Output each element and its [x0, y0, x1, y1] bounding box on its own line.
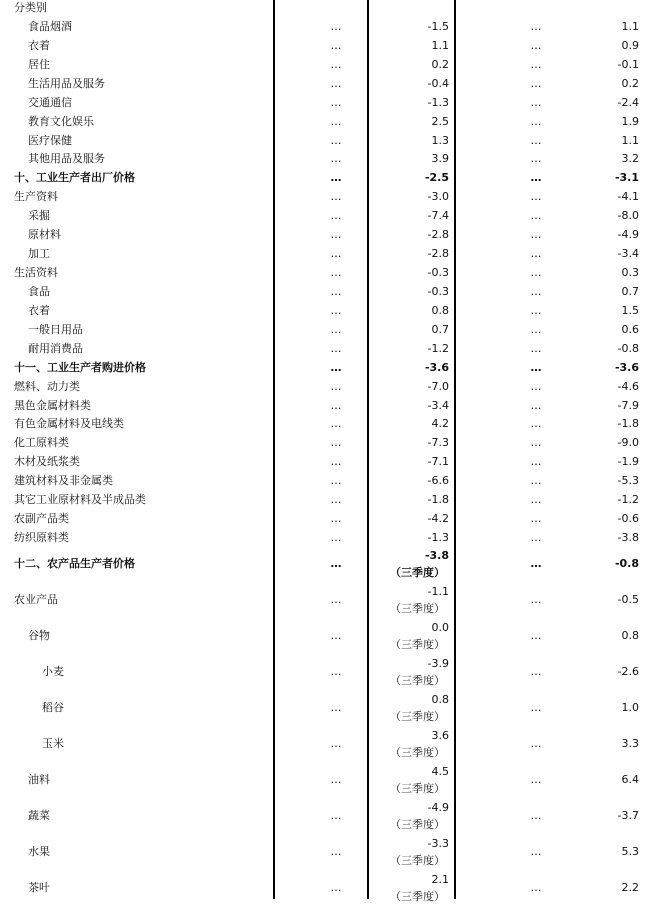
row-label: 蔬菜 — [28, 809, 50, 822]
col2-value: 0.0 — [431, 621, 449, 634]
col2-value: 0.8 — [431, 303, 449, 317]
col3-value: … — [530, 629, 542, 642]
col1-value: … — [330, 76, 342, 90]
col1-value: … — [330, 436, 342, 450]
col2-value: -0.3 — [427, 284, 449, 298]
col1-value: … — [330, 266, 342, 280]
col1-value: … — [330, 228, 342, 242]
col2-value: 3.9 — [431, 152, 449, 166]
row-label: 十、工业生产者出厂价格 — [14, 171, 135, 185]
col1-value: … — [330, 322, 342, 336]
row-label: 稻谷 — [42, 701, 64, 714]
col1-value: … — [330, 247, 342, 261]
table-row — [0, 94, 655, 112]
table-row — [0, 453, 655, 471]
col3-value: … — [530, 76, 542, 90]
col3-value: … — [530, 665, 542, 678]
row-label: 小麦 — [42, 665, 64, 678]
col4-value: 0.6 — [621, 322, 639, 336]
table-row — [0, 582, 655, 618]
col4-value: -0.8 — [614, 557, 639, 570]
table-row — [0, 188, 655, 206]
table-row — [0, 397, 655, 415]
col3-value: … — [530, 379, 542, 393]
col1-value: … — [330, 773, 342, 786]
col4-value: -3.7 — [617, 809, 639, 822]
row-label: 木材及纸浆类 — [14, 455, 80, 469]
col4-value: 6.4 — [621, 773, 639, 786]
row-label: 衣着 — [28, 303, 50, 317]
col2-value: -2.5 — [424, 171, 449, 185]
col1-value: … — [330, 474, 342, 488]
table-row — [0, 37, 655, 55]
col4-value: 0.2 — [621, 76, 639, 90]
col1-value: … — [330, 190, 342, 204]
col1-value: … — [330, 417, 342, 431]
quarter-note: （三季度） — [390, 746, 445, 759]
quarter-note: （三季度） — [390, 710, 445, 723]
col4-value: -0.8 — [617, 341, 639, 355]
table-row — [0, 207, 655, 225]
col4-value: -3.1 — [614, 171, 639, 185]
col3-value: … — [530, 512, 542, 526]
table-row — [0, 618, 655, 654]
col1-value: … — [330, 493, 342, 507]
col4-value: -8.0 — [617, 209, 639, 223]
col4-value: -4.1 — [617, 190, 639, 204]
col4-value: -9.0 — [617, 436, 639, 450]
col4-value: 3.2 — [621, 152, 639, 166]
col1-value: … — [330, 398, 342, 412]
row-label: 医疗保健 — [28, 133, 72, 147]
row-label: 衣着 — [28, 38, 50, 52]
col1-value: … — [330, 809, 342, 822]
col2-value: -1.3 — [427, 531, 449, 545]
col2-value: -1.2 — [427, 341, 449, 355]
col2-value: -7.3 — [427, 436, 449, 450]
col3-value: … — [530, 474, 542, 488]
col2-value: -2.8 — [427, 228, 449, 242]
col2-value: -1.5 — [427, 19, 449, 33]
col2-value: -3.3 — [427, 837, 449, 850]
col3-value: … — [530, 209, 542, 223]
col3-value: … — [530, 593, 542, 606]
col1-value: … — [330, 38, 342, 52]
col3-value: … — [530, 701, 542, 714]
col2-value: -4.9 — [427, 801, 449, 814]
col4-value: -1.2 — [617, 493, 639, 507]
col4-value: -3.4 — [617, 247, 639, 261]
col2-value: -3.9 — [427, 657, 449, 670]
col1-value: … — [330, 665, 342, 678]
row-label: 农业产品 — [14, 593, 58, 606]
col4-value: 0.7 — [621, 284, 639, 298]
col4-value: -7.9 — [617, 398, 639, 412]
quarter-note: （三季度） — [390, 818, 445, 831]
col3-value: … — [530, 247, 542, 261]
col3-value: … — [530, 322, 542, 336]
col1-value: … — [330, 557, 342, 570]
row-label: 生活资料 — [14, 266, 58, 280]
col1-value: … — [330, 379, 342, 393]
table-row — [0, 0, 655, 17]
col1-value: … — [330, 360, 342, 374]
row-label: 有色金属材料及电线类 — [14, 417, 124, 431]
row-label: 黑色金属材料类 — [14, 398, 91, 412]
col4-value: -1.8 — [617, 417, 639, 431]
row-label: 油料 — [28, 773, 50, 786]
col3-value: … — [530, 398, 542, 412]
row-label: 茶叶 — [28, 881, 50, 894]
col2-value: -0.4 — [427, 76, 449, 90]
col4-value: -3.6 — [614, 360, 639, 374]
col2-value: -7.1 — [427, 455, 449, 469]
quarter-note: （三季度） — [390, 854, 445, 867]
table-row — [0, 491, 655, 509]
col3-value: … — [530, 171, 542, 185]
col2-value: 2.1 — [431, 873, 449, 886]
table-row — [0, 113, 655, 131]
col4-value: -4.6 — [617, 379, 639, 393]
table-row — [0, 150, 655, 168]
col4-value: 1.1 — [621, 133, 639, 147]
col2-value: 0.8 — [431, 693, 449, 706]
table-row — [0, 302, 655, 320]
col3-value: … — [530, 133, 542, 147]
table-row — [0, 359, 655, 377]
col3-value: … — [530, 284, 542, 298]
quarter-note: （三季度） — [390, 890, 445, 903]
table-row — [0, 264, 655, 282]
quarter-note: （三季度） — [390, 674, 445, 687]
col4-value: 1.5 — [621, 303, 639, 317]
col2-value: -1.3 — [427, 95, 449, 109]
col2-value: -1.1 — [427, 585, 449, 598]
col3-value: … — [530, 95, 542, 109]
row-label: 教育文化娱乐 — [28, 114, 94, 128]
col2-value: -6.6 — [427, 474, 449, 488]
table-row — [0, 546, 655, 582]
col4-value: -3.8 — [617, 531, 639, 545]
col3-value: … — [530, 152, 542, 166]
col2-value: 0.7 — [431, 322, 449, 336]
col1-value: … — [330, 152, 342, 166]
table-row — [0, 169, 655, 187]
row-label: 居住 — [28, 57, 50, 71]
row-label: 交通通信 — [28, 95, 72, 109]
col4-value: -0.1 — [617, 57, 639, 71]
col2-value: 1.1 — [431, 38, 449, 52]
col3-value: … — [530, 557, 542, 570]
col3-value: … — [530, 190, 542, 204]
col1-value: … — [330, 341, 342, 355]
col4-value: -0.5 — [617, 593, 639, 606]
col3-value: … — [530, 341, 542, 355]
col1-value: … — [330, 95, 342, 109]
col2-value: -1.8 — [427, 493, 449, 507]
col2-value: -4.2 — [427, 512, 449, 526]
col1-value: … — [330, 19, 342, 33]
col4-value: -5.3 — [617, 474, 639, 488]
col2-value: 0.2 — [431, 57, 449, 71]
col1-value: … — [330, 881, 342, 894]
col4-value: -4.9 — [617, 228, 639, 242]
row-label: 生活用品及服务 — [28, 76, 105, 90]
table-row — [0, 434, 655, 452]
col2-value: -2.8 — [427, 247, 449, 261]
row-label: 食品烟酒 — [28, 19, 72, 33]
row-label: 纺织原料类 — [14, 531, 69, 545]
col3-value: … — [530, 38, 542, 52]
table-row — [0, 18, 655, 36]
col2-value: 4.5 — [431, 765, 449, 778]
table-row — [0, 726, 655, 762]
col2-value: 4.2 — [431, 417, 449, 431]
row-label: 水果 — [28, 845, 50, 858]
row-label: 农副产品类 — [14, 512, 69, 526]
table-row — [0, 762, 655, 798]
table-row — [0, 834, 655, 870]
col2-value: -3.8 — [424, 549, 449, 562]
row-label: 十一、工业生产者购进价格 — [14, 360, 146, 374]
row-label: 加工 — [28, 247, 50, 261]
col3-value: … — [530, 455, 542, 469]
col2-value: -0.3 — [427, 266, 449, 280]
col4-value: 0.3 — [621, 266, 639, 280]
table-row — [0, 75, 655, 93]
row-label: 其它工业原材料及半成品类 — [14, 493, 146, 507]
row-label: 燃料、动力类 — [14, 379, 80, 393]
row-label: 建筑材料及非金属类 — [14, 474, 113, 488]
table-row — [0, 340, 655, 358]
row-label: 食品 — [28, 284, 50, 298]
row-label: 分类别 — [14, 1, 47, 14]
col4-value: 5.3 — [621, 845, 639, 858]
table-row — [0, 472, 655, 490]
col3-value: … — [530, 360, 542, 374]
table-row — [0, 245, 655, 263]
col1-value: … — [330, 455, 342, 469]
col3-value: … — [530, 114, 542, 128]
table-row — [0, 283, 655, 301]
col3-value: … — [530, 809, 542, 822]
row-label: 采掘 — [28, 209, 50, 223]
quarter-note: （三季度） — [390, 638, 445, 651]
row-label: 耐用消费品 — [28, 341, 83, 355]
table-row — [0, 226, 655, 244]
col3-value: … — [530, 881, 542, 894]
table-row — [0, 654, 655, 690]
col3-value: … — [530, 303, 542, 317]
col4-value: -2.6 — [617, 665, 639, 678]
col4-value: 1.1 — [621, 19, 639, 33]
col1-value: … — [330, 512, 342, 526]
row-label: 玉米 — [42, 737, 64, 750]
row-label: 生产资料 — [14, 190, 58, 204]
col2-value: 1.3 — [431, 133, 449, 147]
col3-value: … — [530, 19, 542, 33]
table-row — [0, 56, 655, 74]
col1-value: … — [330, 284, 342, 298]
row-label: 原材料 — [28, 228, 61, 242]
col2-value: -7.0 — [427, 379, 449, 393]
col1-value: … — [330, 531, 342, 545]
table-row — [0, 321, 655, 339]
col1-value: … — [330, 701, 342, 714]
col3-value: … — [530, 417, 542, 431]
table-row — [0, 798, 655, 834]
col1-value: … — [330, 303, 342, 317]
col3-value: … — [530, 436, 542, 450]
col2-value: -3.0 — [427, 190, 449, 204]
col3-value: … — [530, 531, 542, 545]
table-row — [0, 870, 655, 906]
col4-value: 1.0 — [621, 701, 639, 714]
col1-value: … — [330, 629, 342, 642]
col4-value: 3.3 — [621, 737, 639, 750]
col1-value: … — [330, 209, 342, 223]
table-row — [0, 415, 655, 433]
quarter-note: （三季度） — [390, 782, 445, 795]
col4-value: 0.9 — [621, 38, 639, 52]
col1-value: … — [330, 57, 342, 71]
col2-value: 3.6 — [431, 729, 449, 742]
col3-value: … — [530, 266, 542, 280]
col1-value: … — [330, 171, 342, 185]
row-label: 化工原料类 — [14, 436, 69, 450]
table-row — [0, 529, 655, 547]
col4-value: -0.6 — [617, 512, 639, 526]
col1-value: … — [330, 133, 342, 147]
col2-value: -3.6 — [424, 360, 449, 374]
col2-value: -3.4 — [427, 398, 449, 412]
col1-value: … — [330, 737, 342, 750]
col1-value: … — [330, 593, 342, 606]
table-row — [0, 690, 655, 726]
quarter-note: （三季度） — [390, 566, 445, 579]
col4-value: 1.9 — [621, 114, 639, 128]
col2-value: 2.5 — [431, 114, 449, 128]
row-label: 一般日用品 — [28, 322, 83, 336]
col3-value: … — [530, 845, 542, 858]
col3-value: … — [530, 493, 542, 507]
table-row — [0, 132, 655, 150]
col3-value: … — [530, 773, 542, 786]
col4-value: 2.2 — [621, 881, 639, 894]
row-label: 其他用品及服务 — [28, 152, 105, 166]
col4-value: 0.8 — [621, 629, 639, 642]
col3-value: … — [530, 737, 542, 750]
col3-value: … — [530, 228, 542, 242]
quarter-note: （三季度） — [390, 602, 445, 615]
col1-value: … — [330, 845, 342, 858]
col3-value: … — [530, 57, 542, 71]
col4-value: -1.9 — [617, 455, 639, 469]
table-row — [0, 510, 655, 528]
row-label: 十二、农产品生产者价格 — [14, 557, 135, 570]
col2-value: -7.4 — [427, 209, 449, 223]
table-row — [0, 378, 655, 396]
row-label: 谷物 — [28, 629, 50, 642]
col1-value: … — [330, 114, 342, 128]
col4-value: -2.4 — [617, 95, 639, 109]
